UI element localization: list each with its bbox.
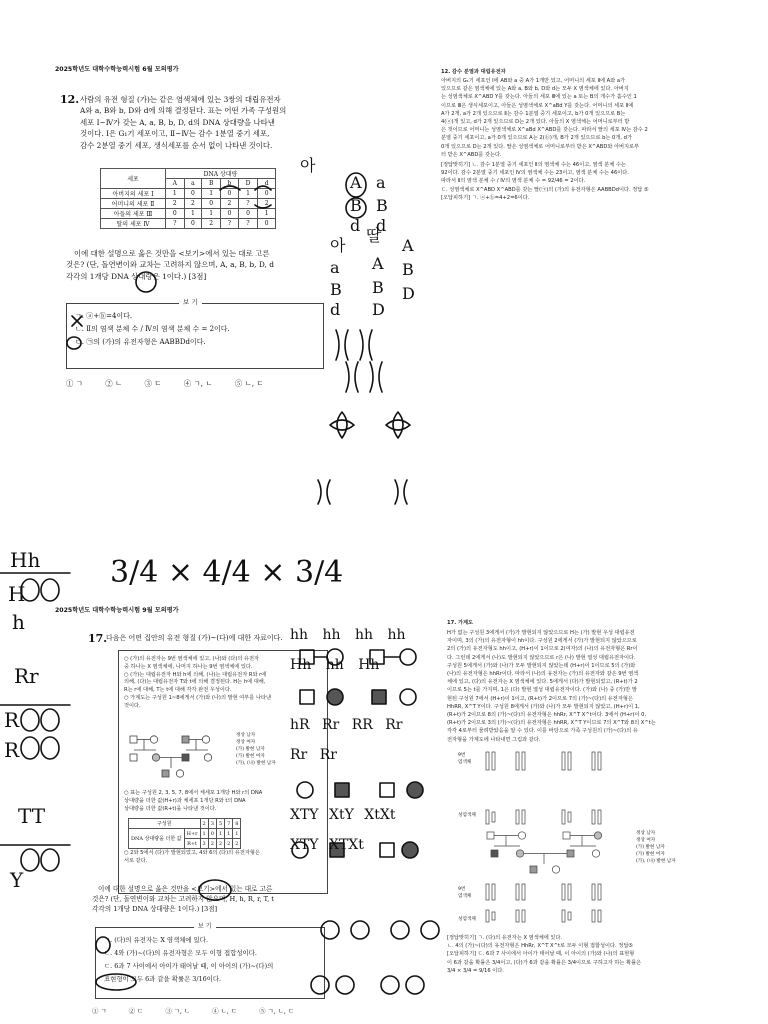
legend-item: (가), (나) 발현 남자 — [636, 859, 676, 864]
condition-line: 중 하나는 X 염색체에, 나머지 하나는 9번 염색체에 있다. — [124, 663, 253, 670]
legend-item: (가) 발현 남자 — [636, 845, 665, 850]
cell: 1 — [233, 829, 241, 839]
sol-line: 터 받은 X^ABD를 갖는다. — [441, 151, 502, 158]
row-label: 아들의 세포 Ⅲ — [101, 209, 166, 219]
sol-line: 2의 (가)의 유전자형도 hh이고, (H+r)이 1이므로 2(여자)의 (나)의 유전자형은 Rr이 — [447, 646, 638, 653]
bogi-item: ㄴ. Ⅱ의 염색 분체 수 / Ⅳ의 염색 분체 수 = 2이다. — [75, 325, 230, 333]
table-col: 8 — [233, 819, 241, 829]
cell: 2 — [258, 199, 276, 209]
ink-letter: B — [372, 278, 384, 297]
condition-line: R는 r에 대해, T는 t에 대해 각각 완전 우성이다. — [124, 687, 232, 694]
fig-sexchr-label: 성염색체 — [458, 917, 476, 922]
choice[interactable]: ① ㄱ — [92, 1007, 107, 1015]
ink-label: XTXt — [329, 837, 364, 853]
table-group-header: DNA 상대량 — [166, 169, 276, 179]
ink-letter: d — [330, 300, 341, 319]
ink-letter: B — [350, 196, 362, 215]
q12-line: A와 a, B와 b, D와 d에 의해 결정된다. 표는 어떤 가족 구성원의 — [80, 106, 287, 116]
table-col: a — [184, 179, 202, 189]
answer-line: 이 6과 같을 확률은 3/4이고, (다)가 6과 같을 확률은 3/4이므로 구하고자 하는 확률은 — [447, 959, 642, 966]
ink-letter: d — [376, 216, 387, 235]
condition-line: 상대량을 더한 값(R+t)을 나타낸 것이다. — [124, 805, 217, 812]
q17-number: 17. — [88, 632, 108, 645]
cell: 0 — [221, 209, 239, 219]
q17-after-line: 각각의 1개당 DNA 상대량은 1이다.) [3점] — [92, 905, 218, 913]
ink-label: Rr — [322, 717, 340, 733]
row-group: DNA 상대량을 더한 값 — [129, 829, 185, 849]
answer-line: ㄴ. 4의 (가)~(다)의 유전자형은 HhRr, X^T X^t로 모두 이형 접합성이다. 정답⑤ — [447, 943, 634, 950]
legend-item: (가) 발현 여자 — [236, 754, 265, 759]
ink-letter: a — [376, 173, 386, 192]
sol-line: A가 2개, a가 2개 있으므로 Ⅱ는 감수 1분열 중기 세포이고, b가 0개 있으므로 B는 — [441, 110, 626, 117]
q12-number: 12. — [60, 93, 80, 106]
legend-item: 정상 남자 — [636, 831, 656, 836]
legend-item: 정상 여자 — [636, 838, 656, 843]
ink-label: Rr — [290, 747, 308, 763]
bogi-title: 보 기 — [194, 921, 216, 932]
ink-letter: B — [402, 260, 414, 279]
sol-line: 이므로 5는 t를 가지며, 1은 (다) 발현 열성 대립유전자이다. (가)와 (나) 중 (가)만 발 — [447, 687, 637, 694]
legend-item: 정상 여자 — [236, 740, 256, 745]
table-col: 7 — [225, 819, 233, 829]
choice[interactable]: ④ ㄴ, ㄷ — [212, 1007, 238, 1015]
cell: ? — [166, 219, 185, 229]
ink-chromosome — [336, 330, 348, 360]
sol-line: 있으므로 같은 염색체에 있는 A와 a, B와 b, D와 d는 모두 X 염색체에 있다. 아버지 — [441, 86, 629, 93]
ink-chromosome — [386, 412, 410, 438]
q12-line: 세포 Ⅰ~Ⅳ가 갖는 A, a, B, b, D, d의 DNA 상대량을 나타낸 — [80, 117, 275, 127]
sol-line: 는 성염색체로 X^ABD Y를 갖는다. 아들의 세포 Ⅲ에 있는 a 또는 B의 개수가 홀수인 1 — [441, 94, 637, 101]
legend-item: 정상 남자 — [236, 733, 256, 738]
answer-line: [정답맞히기] ㄱ. (다)의 유전자는 X 염색체에 있다. — [447, 935, 563, 941]
sol-line: 분열 중기 세포이고, a가 0개 있으므로 A는 2(ⓑ)개, B가 2개 있으므로 b는 0개, d가 — [441, 135, 632, 142]
sol-line: (R+t)가 2이므로 8의 (가)~(다)의 유전자형은 hhRr, X^T X^t이다. 3에서 (H+r)이 0, — [447, 712, 647, 719]
cell: 1 — [184, 209, 202, 219]
ink-label: XtXt — [364, 807, 396, 823]
cell: 1 — [216, 829, 224, 839]
ink-letter: R — [4, 738, 20, 762]
sol-line: 이므로 Ⅲ은 생식세포이고, 아들은 성염색체로 X^aBd Y를 갖는다. 어머니의 세포 Ⅱ에 — [441, 102, 634, 109]
table-col: B — [202, 179, 221, 189]
answer-line: [오답피하기] ㄱ. ⓐ+ⓑ=4+2=6이다. — [441, 194, 530, 201]
row-label: 어머니의 세포 Ⅱ — [101, 199, 166, 209]
answer-line: 92이다. 감수 2분열 중기 세포인 Ⅳ의 염색체 수는 23이고, 염색 분체 수는 46이다. — [441, 170, 629, 177]
cell: ? — [238, 219, 258, 229]
answer-line: 3/4 × 3/4 = 9/16 이다. — [447, 967, 504, 974]
answer-line: [정답맞히기] ㄴ. 감수 1분열 중기 세포인 Ⅱ의 염색체 수는 46이고, 염색 분체 수는 — [441, 162, 626, 169]
table-col: b — [221, 179, 239, 189]
choice[interactable]: ⑤ ㄱ, ㄴ, ㄷ — [259, 1007, 295, 1015]
ink-label: hh — [322, 627, 341, 643]
cell: ? — [238, 199, 258, 209]
sol-line: (나)의 유전자형은 hhRr이다. 따라서 (나)의 유전자는 (가)의 유전자와 같은 9번 염색 — [447, 671, 639, 678]
bogi-item: ㄷ. ㉠의 (가)의 유전자형은 AABBDd이다. — [75, 338, 206, 346]
cell: 0 — [258, 219, 276, 229]
ink-label: Hh — [290, 657, 312, 673]
cell: ? — [221, 219, 239, 229]
ink-chromosome — [330, 412, 354, 438]
ink-circle — [67, 337, 81, 349]
cell: 2 — [208, 839, 216, 849]
table-col: 2 — [200, 819, 208, 829]
choice[interactable]: ② ㄴ — [105, 379, 123, 388]
row-label: H+r — [184, 829, 200, 839]
q17-after-line: 이에 대한 설명으로 옳은 것만을 <보기>에서 있는 대로 고른 — [98, 885, 273, 893]
ink-label: Hh — [358, 657, 380, 673]
condition-line: ○ 2와 5에서 (다)가 발현되었고, 4와 6의 (다)의 유전자형은 — [124, 850, 260, 856]
legend-item: (가) 발현 남자 — [236, 747, 265, 752]
q17-after-line: 것은? (단, 돌연변이와 교차는 고려하지 않으며, H, h, R, r, T, t — [92, 895, 274, 903]
cell: 0 — [221, 189, 239, 199]
sol-line: H가 없는 구성원 3에게서 (가)가 발현되지 않았으므로 H는 (가) 발현 우성 대립유전 — [447, 630, 635, 636]
cell: 3 — [200, 839, 208, 849]
q12-line: 감수 2분열 중기 세포, 생식세포를 순서 없이 나타낸 것이다. — [80, 140, 273, 150]
table-col: 3 — [208, 819, 216, 829]
row-label: 딸의 세포 Ⅳ — [101, 219, 166, 229]
q12-after-line: 이에 대한 설명으로 옳은 것만을 <보기>에서 있는 대로 고른 — [74, 249, 270, 258]
table-col: d — [258, 179, 276, 189]
fig-chr9-label: 9번 염색체 — [458, 753, 472, 765]
bogi-item: ㄱ. (다)의 유전자는 X 염색체에 있다. — [104, 936, 209, 944]
cell: 1 — [166, 189, 185, 199]
ink-letter: B — [376, 196, 388, 215]
choice[interactable]: ⑤ ㄴ, ㄷ — [234, 379, 264, 388]
fig-sexchr-label: 성염색체 — [458, 813, 476, 818]
cell: 0 — [202, 199, 221, 209]
ink-letter: A — [372, 254, 384, 273]
ink-scribble — [220, 186, 271, 208]
row-label: R+t — [184, 839, 200, 849]
answer-line: ㄷ. 성염색체로 X^ABD X^ABD를 갖는 딸(㉠)의 (가)의 유전자형은 AABBDd이다. 정답 ⑤ — [441, 186, 649, 193]
ink-label: hh — [387, 627, 406, 643]
condition-line: 것이다. — [124, 702, 141, 709]
sol-line: 전자형을 가계도에 나타내면 그림과 같다. — [447, 736, 541, 743]
ink-letter: Rr — [14, 664, 39, 688]
choice[interactable]: ③ ㄷ — [144, 379, 162, 388]
q12-after-line: 각각의 1개당 DNA 상대량은 1이다.) [3점] — [66, 271, 207, 281]
answer-line: 따라서 Ⅱ의 염색 분체 수 / Ⅳ의 염색 분체 수 = 92/46 = 2이다. — [441, 178, 586, 185]
ink-letter: Hh — [10, 548, 41, 572]
ink-letter: A — [402, 236, 414, 255]
ink-letter: 아 — [300, 156, 316, 175]
legend-item: (가), (나) 발현 남자 — [236, 761, 276, 766]
ink-label: XTY — [290, 837, 319, 853]
bogi-item: 표현형이 모두 6과 같을 확률은 3/16이다. — [104, 975, 222, 983]
cell: 2 — [216, 839, 224, 849]
ink-chromosome — [395, 480, 407, 504]
fig-chr9-label: 9번 염색체 — [458, 887, 472, 899]
q17-intro: 다음은 어떤 집안의 유전 형질 (가)~(다)에 대한 자료이다. — [106, 634, 283, 642]
ink-circle — [136, 272, 156, 292]
cell: 0 — [166, 209, 185, 219]
ink-letter: R — [4, 708, 20, 732]
sol-line: 체에 있고, (다)의 유전자는 X 염색체에 있다. 5에게서 (다)가 발현되었고, (R+t)가 2 — [447, 679, 638, 686]
condition-line: 서로 같다. — [124, 857, 148, 864]
choice[interactable]: ③ ㄱ, ㄴ — [165, 1007, 191, 1015]
cell: 1 — [202, 189, 221, 199]
cell: 0 — [208, 829, 216, 839]
table-col: 5 — [216, 819, 224, 829]
ink-letter: 아 — [330, 236, 346, 255]
q12-line: 사람의 유전 형질 (가)는 같은 염색체에 있는 3쌍의 대립유전자 — [80, 95, 281, 104]
bogi-item: ㄱ. ⓐ+ⓑ=4이다. — [75, 312, 133, 320]
ink-chromosome — [360, 330, 372, 360]
choice[interactable]: ④ ㄱ, ㄴ — [183, 379, 213, 388]
ink-label: hR — [290, 717, 310, 733]
sol-line: (R+t)가 2이므로 3의 (가)~(다)의 유전자형은 hhRR, X^T Y이므로 7의 X^T와 8의 X^t는 — [447, 720, 656, 727]
condition-line: ○ 표는 구성원 2, 3, 5, 7, 8에서 체세포 1개당 H와 r의 DNA — [124, 790, 263, 796]
ink-pedigree-labels — [290, 620, 470, 860]
ink-chromosome — [318, 480, 330, 504]
sol-line: 구성원 5에게서 (가)와 (나)가 모두 발현되지 않았는데 (H+r)이 1이므로 5의 (가)와 — [447, 662, 636, 669]
q12-after-line: 것은? (단, 돌연변이와 교차는 고려하지 않으며, A, a, B, b, D, d — [66, 260, 274, 270]
ink-letter: Y — [10, 868, 24, 892]
ink-fraction-expression: 3/4 × 4/4 × 3/4 — [110, 555, 344, 590]
cell: 1 — [200, 829, 208, 839]
ink-chromosome — [346, 362, 358, 392]
sol12-title: 12. 감수 분열과 대립유전자 — [441, 69, 506, 75]
cell: 2 — [166, 199, 185, 209]
ink-letter: D — [402, 284, 415, 303]
ink-letter: a — [330, 258, 340, 277]
cell: 0 — [184, 219, 202, 229]
cell: 2 — [225, 839, 233, 849]
cell: 1 — [238, 189, 258, 199]
cell: 1 — [202, 209, 221, 219]
choice[interactable]: ① ㄱ — [66, 379, 83, 388]
sol-line: 각각 4로부터 물려받았음을 알 수 있다. 이를 바탕으로 가족 구성원의 (가)~(다)의 유 — [447, 728, 638, 735]
q12-line: 것이다. Ⅰ은 G₁기 세포이고, Ⅱ~Ⅳ는 감수 1분열 중기 세포, — [80, 129, 270, 139]
ink-label: Rr — [319, 747, 337, 763]
cell: 1 — [225, 829, 233, 839]
sol-line: 4(ⓐ)개 있고, d가 2개 있으므로 D는 2개 있다. 아들의 X 염색체는 어머니로부터 받 — [441, 119, 630, 126]
legend-item: (가) 발현 여자 — [636, 852, 665, 857]
condition-line: ○ (가)의 유전자는 9번 염색체에 있고, (나)와 (다)의 유전자 — [124, 656, 260, 662]
cell: 1 — [258, 209, 276, 219]
ink-label: hh — [290, 627, 309, 643]
ink-letter: D — [372, 300, 385, 319]
ink-label: RR — [351, 717, 373, 733]
ink-letter: A — [350, 173, 362, 192]
ink-cross — [72, 316, 82, 326]
sol17-title: 17. 가계도 — [447, 620, 474, 626]
sol-line: HhRR, X^T Y이다. 구성원 8에게서 (가)와 (나)가 모두 발현되지 않았고, (H+r)이 1, — [447, 703, 640, 710]
cell: 2 — [202, 219, 221, 229]
table-col-header: 세포 — [101, 169, 166, 189]
ink-letter: h — [12, 610, 25, 634]
condition-line: ○ 가계도는 구성원 1~8에게서 (가)와 (나)의 발현 여부를 나타낸 — [124, 694, 272, 701]
sol-line: 은 것이므로 어머니는 성염색체로 X^aBd X^ABD를 갖는다. 따라서 딸의 세포 Ⅳ는 감수 2 — [441, 127, 648, 134]
ink-letter: d — [350, 216, 361, 235]
ink-letter: 딸 — [366, 226, 382, 245]
ink-label: XtY — [329, 807, 354, 823]
table-col: A — [166, 179, 185, 189]
cell: 2 — [233, 839, 241, 849]
cell: 2 — [221, 199, 239, 209]
row-label: 아버지의 세포 Ⅰ — [101, 189, 166, 199]
ink-label: Rr — [385, 717, 403, 733]
page1-header: 2025학년도 대학수학능력시험 6월 모의평가 — [55, 66, 179, 73]
ink-letter: B — [330, 280, 342, 299]
ink-chromosome — [370, 362, 382, 392]
choice[interactable]: ② ㄷ — [128, 1007, 144, 1015]
cell: 0 — [258, 189, 276, 199]
sol-line: 아버지의 G₁기 세포인 Ⅰ에 AB와 a 중 A가 1개만 있고, 어머니의 세포 Ⅱ에 A와 a가 — [441, 78, 626, 84]
sol-line: 자이며, 3의 (가)의 유전자형이 hh이다. 구성원 2에게서 (가)가 발현되지 않았으므로 — [447, 638, 637, 645]
sol-line: 다. 그런데 2에게서 (나)도 발현되지 않았으므로 r은 (나) 발현 열성 대립유전자이다. — [447, 654, 636, 661]
bogi-item: ㄷ. 6과 7 사이에서 아이가 태어날 때, 이 아이의 (가)~(다)의 — [104, 962, 274, 970]
cell: 0 — [184, 189, 202, 199]
bogi-item: ㄴ. 4와 (가)~(다)의 유전자형은 모두 이형 접합성이다. — [104, 949, 257, 957]
ink-label: hh — [355, 627, 374, 643]
cell: 0 — [238, 209, 258, 219]
ink-letter: TT — [18, 804, 46, 828]
ink-letter: H — [8, 582, 26, 606]
cell: 2 — [184, 199, 202, 209]
page2-header: 2025학년도 대학수학능력시험 9월 모의평가 — [55, 607, 179, 614]
condition-line: 상대량을 더한 값(H+r)과 체세포 1개당 R와 t의 DNA — [124, 797, 246, 804]
sol-line: 0개 있으므로 D는 2개 있다. 딸은 성염색체로 어머니로부터 받은 X^ABD와 아버지로부 — [441, 143, 640, 150]
table-col: D — [238, 179, 258, 189]
sol-line: 현된 구성원 7에서 (H+r)이 1이고, (R+t)가 2이므로 7의 (가)~(다)의 유전자형은 — [447, 695, 633, 702]
table-col-header: 구성원 — [129, 819, 201, 829]
ink-label: XTY — [290, 807, 319, 823]
condition-line: ○ (가)는 대립유전자 H와 h에 의해, (나)는 대립유전자 R와 r에 — [124, 671, 267, 678]
bogi-title: 보 기 — [179, 297, 202, 308]
condition-line: 의해, (다)는 대립유전자 T와 t에 의해 결정된다. H는 h에 대해, — [124, 679, 266, 686]
answer-line: [오답피하기] ㄷ. 6과 7 사이에서 아이가 태어날 때, 이 아이의 (가)와 (나)의 표현형 — [447, 951, 635, 958]
ink-label: hh — [325, 657, 344, 673]
